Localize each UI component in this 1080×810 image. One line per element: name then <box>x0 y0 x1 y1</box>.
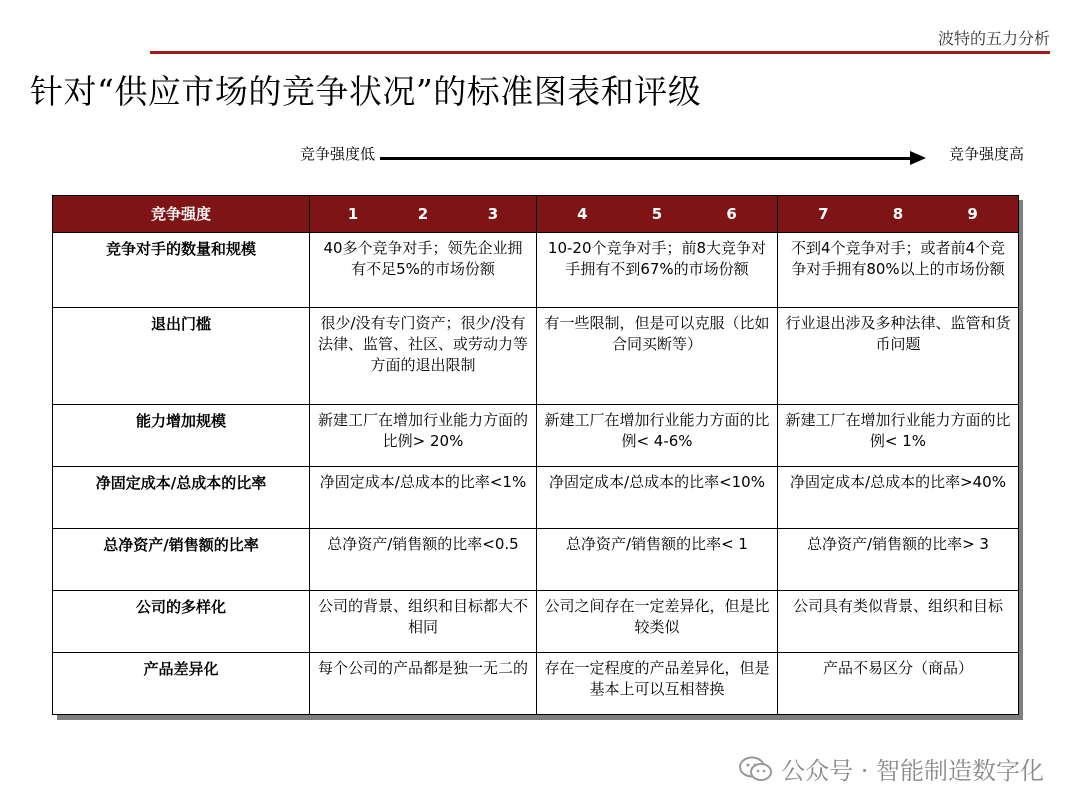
table-cell: 净固定成本/总成本的比率<10% <box>537 467 778 529</box>
table-row <box>53 233 1019 308</box>
table-row <box>53 529 1019 591</box>
score: 9 <box>967 204 978 223</box>
score: 2 <box>417 204 429 223</box>
score-group-3 <box>778 196 1019 233</box>
watermark <box>739 751 1044 786</box>
table-cell: 新建工厂在增加行业能力方面的比例< 4-6% <box>537 405 778 467</box>
rating-table <box>52 195 1019 715</box>
scale-low-label: 竞争强度低 <box>300 145 376 163</box>
score: 8 <box>892 204 904 223</box>
header-label: 竞争强度 <box>53 196 310 233</box>
table-cell: 总净资产/销售额的比率< 1 <box>537 529 778 591</box>
table-header-row <box>53 196 1019 233</box>
table-cell: 净固定成本/总成本的比率<1% <box>310 467 537 529</box>
score-group-1 <box>310 196 537 233</box>
row-label: 公司的多样化 <box>53 591 310 653</box>
wechat-icon <box>739 756 773 782</box>
table-row <box>53 405 1019 467</box>
table-cell: 很少/没有专门资产；很少/没有法律、监管、社区、或劳动力等方面的退出限制 <box>310 308 537 405</box>
score: 1 <box>347 204 359 223</box>
score: 5 <box>651 204 663 223</box>
scale-high-label: 竞争强度高 <box>948 145 1024 163</box>
section-label: 波特的五力分析 <box>937 29 1050 48</box>
table-cell: 总净资产/销售额的比率> 3 <box>778 529 1019 591</box>
score: 3 <box>487 204 499 223</box>
table-cell: 净固定成本/总成本的比率>40% <box>778 467 1019 529</box>
header-rule <box>150 51 1050 54</box>
table-cell: 公司的背景、组织和目标都大不相同 <box>310 591 537 653</box>
score-group-2 <box>537 196 778 233</box>
table-cell: 公司之间存在一定差异化，但是比较类似 <box>537 591 778 653</box>
table-cell: 不到4个竞争对手；或者前4个竞争对手拥有80%以上的市场份额 <box>778 233 1019 308</box>
row-label: 退出门槛 <box>53 308 310 405</box>
table-cell: 40多个竞争对手；领先企业拥有不足5%的市场份额 <box>310 233 537 308</box>
score: 6 <box>726 204 737 223</box>
row-label: 竞争对手的数量和规模 <box>53 233 310 308</box>
table-cell: 每个公司的产品都是独一无二的 <box>310 653 537 715</box>
row-label: 产品差异化 <box>53 653 310 715</box>
intensity-arrow-shaft <box>380 157 910 160</box>
row-label: 净固定成本/总成本的比率 <box>53 467 310 529</box>
table-cell: 新建工厂在增加行业能力方面的比例< 1% <box>778 405 1019 467</box>
watermark-text: 公众号 · 智能制造数字化 <box>781 757 1044 785</box>
table-row <box>53 653 1019 715</box>
table-cell: 产品不易区分（商品） <box>778 653 1019 715</box>
table-cell: 10-20个竞争对手；前8大竞争对手拥有不到67%的市场份额 <box>537 233 778 308</box>
table-cell: 有一些限制，但是可以克服（比如合同买断等） <box>537 308 778 405</box>
table-cell: 公司具有类似背景、组织和目标 <box>778 591 1019 653</box>
table-cell: 新建工厂在增加行业能力方面的比例> 20% <box>310 405 537 467</box>
arrow-head-icon <box>910 151 926 165</box>
table-row <box>53 467 1019 529</box>
score: 7 <box>818 204 829 223</box>
table-row <box>53 308 1019 405</box>
table-cell: 总净资产/销售额的比率<0.5 <box>310 529 537 591</box>
row-label: 总净资产/销售额的比率 <box>53 529 310 591</box>
table-cell: 行业退出涉及多种法律、监管和货币问题 <box>778 308 1019 405</box>
row-label: 能力增加规模 <box>53 405 310 467</box>
table-row <box>53 591 1019 653</box>
table-cell: 存在一定程度的产品差异化，但是基本上可以互相替换 <box>537 653 778 715</box>
score: 4 <box>577 204 588 223</box>
page-title: 针对“供应市场的竞争状况”的标准图表和评级 <box>30 72 702 111</box>
